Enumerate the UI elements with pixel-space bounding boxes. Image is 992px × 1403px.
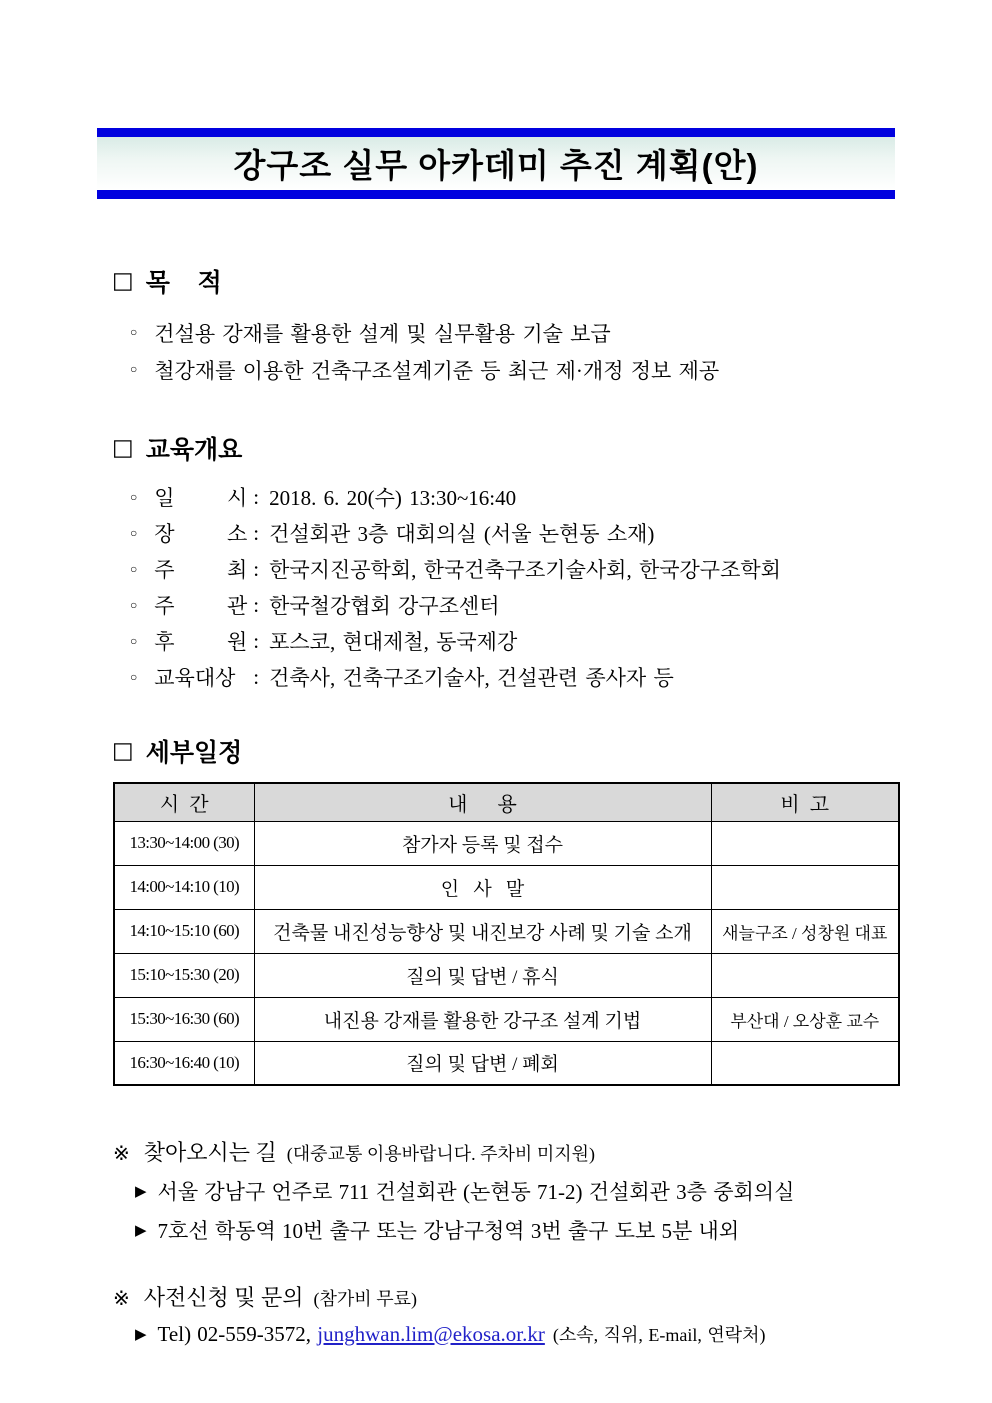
arrow-bullet-icon: ▶ xyxy=(135,1326,147,1343)
content-cell: 인 사 말 xyxy=(254,865,711,909)
table-row xyxy=(114,821,899,865)
section-purpose xyxy=(0,263,992,388)
list-item xyxy=(130,314,992,351)
contact-tel-text: Tel) 02-559-3572, xyxy=(157,1321,312,1346)
circle-bullet-icon: ○ xyxy=(130,669,138,684)
table-row xyxy=(114,909,899,953)
banner-body xyxy=(97,137,895,190)
contact-info-note: (소속, 직위, E-mail, 연락처) xyxy=(552,1325,766,1345)
circle-bullet-icon: ○ xyxy=(130,597,138,612)
section-directions xyxy=(113,1136,992,1245)
section-schedule xyxy=(0,733,992,1086)
schedule-heading xyxy=(112,733,992,769)
purpose-bullet-text: 철강재를 이용한 건축구조설계기준 등 최근 제·개정 정보 제공 xyxy=(154,358,720,383)
content-cell: 질의 및 답변 / 휴식 xyxy=(254,953,711,997)
note-cell: 부산대 / 오상훈 교수 xyxy=(711,997,899,1041)
square-marker-icon: □ xyxy=(112,268,134,294)
contact-heading-note: (참가비 무료) xyxy=(313,1289,417,1309)
reference-marker-icon: ※ xyxy=(113,1143,130,1165)
banner-top-bar xyxy=(97,128,895,137)
note-cell: 새늘구조 / 성창원 대표 xyxy=(711,909,899,953)
table-header-content: 내 용 xyxy=(254,783,711,821)
section-overview xyxy=(0,430,992,695)
table-header-time: 시 간 xyxy=(114,783,254,821)
list-item-venue: ○ 장 소 : 건설회관 3층 대회의실 (서울 논현동 소재) xyxy=(130,515,992,551)
overview-item-value: 건축사, 건축구조기술사, 건설관련 종사자 등 xyxy=(269,666,674,690)
overview-heading-label: 교육개요 xyxy=(145,436,243,464)
note-cell xyxy=(711,821,899,865)
schedule-table xyxy=(113,782,900,1086)
time-cell: 16:30~16:40 (10) xyxy=(114,1041,254,1085)
content-cell: 건축물 내진성능향상 및 내진보강 사례 및 기술 소개 xyxy=(254,909,711,953)
time-cell: 15:10~15:30 (20) xyxy=(114,953,254,997)
purpose-heading-label: 목 적 xyxy=(145,269,222,297)
overview-item-value: 2018. 6. 20(수) 13:30~16:40 xyxy=(269,486,517,510)
list-item-sponsor: ○ 후 원 : 포스코, 현대제철, 동국제강 xyxy=(130,623,992,659)
overview-heading xyxy=(112,430,992,466)
directions-heading-note: (대중교통 이용바랍니다. 주차비 미지원) xyxy=(286,1144,595,1164)
content-cell: 내진용 강재를 활용한 강구조 설계 기법 xyxy=(254,997,711,1041)
overview-item-list xyxy=(130,479,992,695)
note-cell xyxy=(711,953,899,997)
overview-item-label: 교육대상 xyxy=(154,666,236,690)
overview-item-value: 건설회관 3층 대회의실 (서울 논현동 소재) xyxy=(269,522,655,546)
note-cell xyxy=(711,1041,899,1085)
contact-heading-label: 사전신청 및 문의 xyxy=(143,1285,304,1310)
email-link[interactable]: junghwan.lim@ekosa.or.kr xyxy=(317,1321,545,1346)
arrow-bullet-icon: ▶ xyxy=(135,1183,147,1200)
purpose-heading xyxy=(112,263,992,299)
schedule-heading-label: 세부일정 xyxy=(145,739,243,767)
table-header-note: 비 고 xyxy=(711,783,899,821)
time-cell: 13:30~14:00 (30) xyxy=(114,821,254,865)
circle-bullet-icon: ○ xyxy=(130,362,138,376)
circle-bullet-icon: ○ xyxy=(130,489,138,504)
overview-item-label: 일 시 xyxy=(154,486,248,510)
square-marker-icon: □ xyxy=(112,738,134,764)
overview-item-label: 후 원 xyxy=(154,630,248,654)
list-item-datetime: ○ 일 시 : 2018. 6. 20(수) 13:30~16:40 xyxy=(130,479,992,515)
overview-item-value: 포스코, 현대제철, 동국제강 xyxy=(269,630,518,654)
contact-heading xyxy=(113,1281,992,1312)
title-banner xyxy=(97,128,895,199)
time-cell: 14:10~15:10 (60) xyxy=(114,909,254,953)
overview-item-value: 한국철강협회 강구조센터 xyxy=(269,594,500,618)
overview-item-value: 한국지진공학회, 한국건축구조기술사회, 한국강구조학회 xyxy=(269,558,781,582)
table-row xyxy=(114,953,899,997)
directions-heading-label: 찾아오시는 길 xyxy=(143,1140,277,1165)
table-header-row xyxy=(114,783,899,821)
content-cell: 질의 및 답변 / 폐회 xyxy=(254,1041,711,1085)
circle-bullet-icon: ○ xyxy=(130,325,138,339)
overview-item-label: 장 소 xyxy=(154,522,248,546)
circle-bullet-icon: ○ xyxy=(130,633,138,648)
reference-marker-icon: ※ xyxy=(113,1288,130,1310)
table-row xyxy=(114,865,899,909)
list-item xyxy=(130,351,992,388)
time-cell: 15:30~16:30 (60) xyxy=(114,997,254,1041)
note-cell xyxy=(711,865,899,909)
section-contact xyxy=(113,1281,992,1347)
list-item-address xyxy=(135,1176,992,1206)
circle-bullet-icon: ○ xyxy=(130,561,138,576)
table-row xyxy=(114,1041,899,1085)
purpose-bullet-list xyxy=(130,314,992,388)
table-row xyxy=(114,997,899,1041)
directions-subway-text: 7호선 학동역 10번 출구 또는 강남구청역 3번 출구 도보 5분 내외 xyxy=(157,1219,740,1243)
square-marker-icon: □ xyxy=(112,435,134,461)
list-item-audience: ○ 교육대상 : 건축사, 건축구조기술사, 건설관련 종사자 등 xyxy=(130,659,992,695)
purpose-bullet-text: 건설용 강재를 활용한 설계 및 실무활용 기술 보급 xyxy=(154,321,611,346)
directions-heading xyxy=(113,1136,992,1167)
arrow-bullet-icon: ▶ xyxy=(135,1222,147,1239)
circle-bullet-icon: ○ xyxy=(130,525,138,540)
banner-bottom-bar xyxy=(97,190,895,199)
list-item-organizer: ○ 주 관 : 한국철강협회 강구조센터 xyxy=(130,587,992,623)
overview-item-label: 주 관 xyxy=(154,594,248,618)
directions-address-text: 서울 강남구 언주로 711 건설회관 (논현동 71-2) 건설회관 3층 중회의실 xyxy=(157,1180,795,1204)
overview-item-label: 주 최 xyxy=(154,558,248,582)
document-title: 강구조 실무 아카데미 추진 계획(안) xyxy=(233,147,759,184)
list-item-host: ○ 주 최 : 한국지진공학회, 한국건축구조기술사회, 한국강구조학회 xyxy=(130,551,992,587)
list-item-subway xyxy=(135,1215,992,1245)
time-cell: 14:00~14:10 (10) xyxy=(114,865,254,909)
content-cell: 참가자 등록 및 접수 xyxy=(254,821,711,865)
list-item-contact xyxy=(135,1321,992,1347)
